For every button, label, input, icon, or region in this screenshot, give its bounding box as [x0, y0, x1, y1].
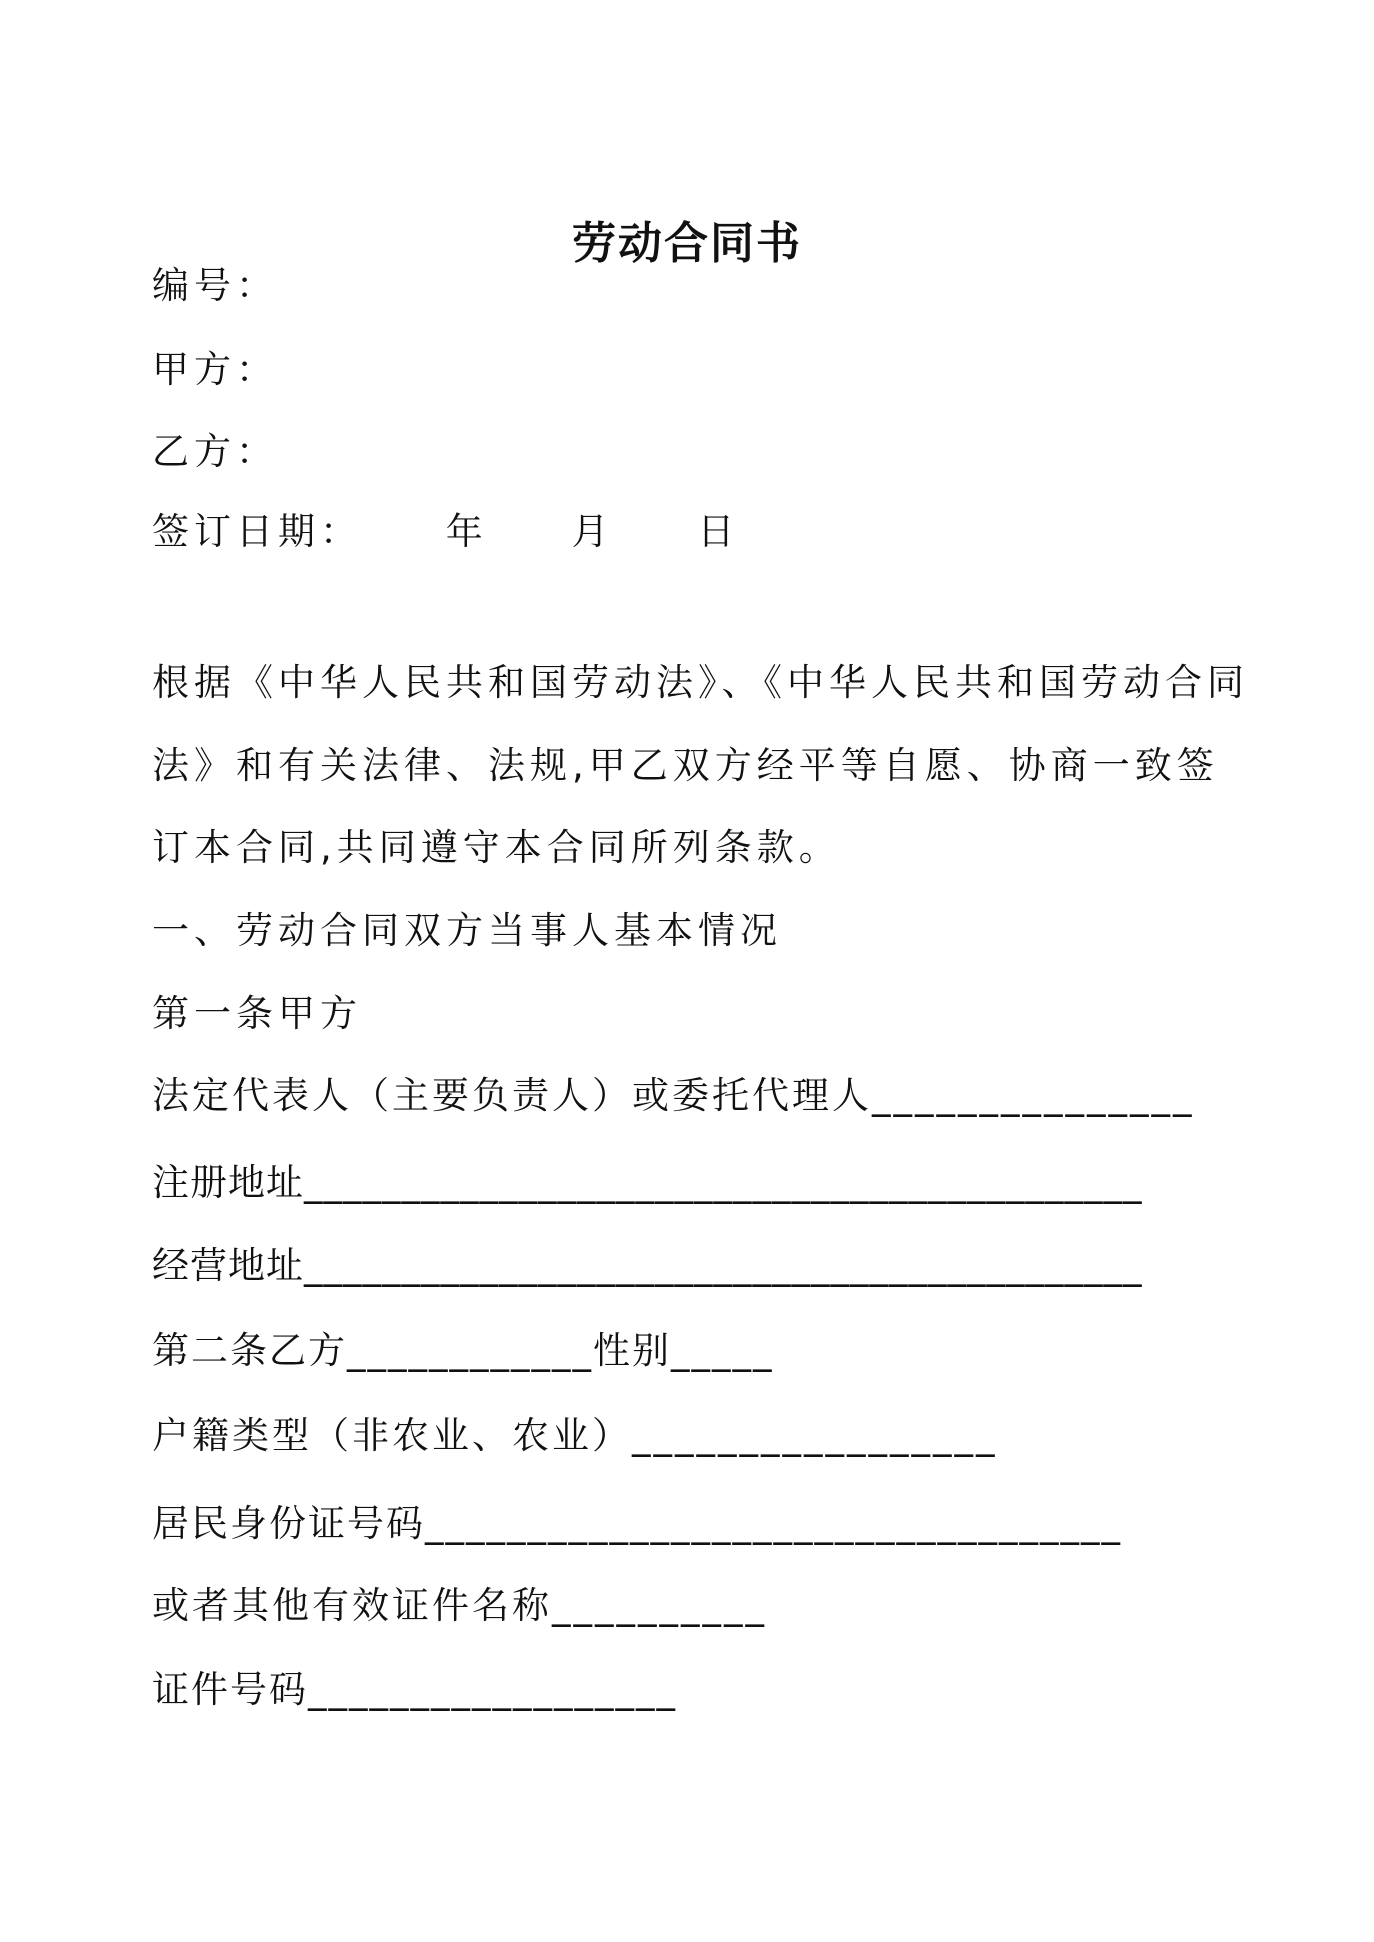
- article-1-heading: 第一条甲方: [152, 992, 362, 1035]
- other-id-name-field: 或者其他有效证件名称__________: [152, 1584, 767, 1627]
- party-a-field: 甲方：: [152, 348, 278, 391]
- business-address-field: 经营地址___________________________________________: [152, 1244, 1143, 1287]
- sign-date-field: 签订日期： 年 月 日: [152, 510, 740, 553]
- legal-rep-field: 法定代表人（主要负责人）或委托代理人_______________: [152, 1074, 1195, 1117]
- registered-address-field: 注册地址___________________________________________: [152, 1161, 1143, 1204]
- id-doc-number-field: 证件号码__________________: [152, 1668, 677, 1711]
- party-b-gender-field: 第二条乙方____________性别_____: [152, 1329, 774, 1372]
- party-b-field: 乙方：: [152, 430, 278, 473]
- id-number-field: 居民身份证号码__________________________________: [152, 1502, 1122, 1545]
- section-1-heading: 一、劳动合同双方当事人基本情况: [152, 909, 782, 952]
- preamble-line-3: 订本合同,共同遵守本合同所列条款。: [152, 826, 841, 869]
- document-title: 劳动合同书: [572, 218, 802, 269]
- household-type-field: 户籍类型（非农业、农业）_________________: [152, 1414, 998, 1457]
- contract-number-field: 编号：: [152, 264, 278, 307]
- preamble-line-1: 根据《中华人民共和国劳动法》、《中华人民共和国劳动合同: [152, 661, 1249, 704]
- preamble-line-2: 法》和有关法律、法规,甲乙双方经平等自愿、协商一致签: [152, 744, 1219, 787]
